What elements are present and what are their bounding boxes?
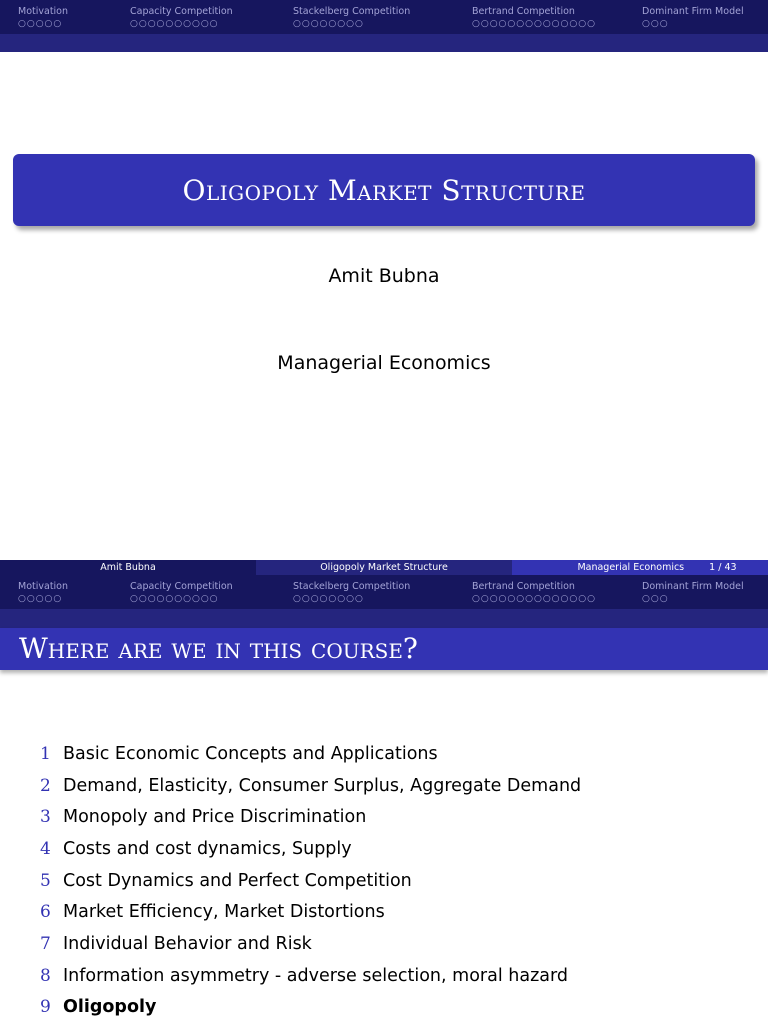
nav-section-bertrand-competition[interactable]: Bertrand Competition ○○○○○○○○○○○○○○ [472, 6, 596, 29]
nav-section-stackelberg-competition[interactable]: Stackelberg Competition ○○○○○○○○ [293, 581, 411, 604]
item-text: Costs and cost dynamics, Supply [63, 838, 352, 859]
item-number: 5 [40, 870, 51, 891]
list-item [40, 865, 581, 897]
nav-section-dominant-firm-model[interactable]: Dominant Firm Model ○○○ [642, 6, 744, 29]
list-item [40, 801, 581, 833]
footline-course: Managerial Economics [577, 562, 685, 573]
list-item [40, 833, 581, 865]
item-number: 1 [40, 743, 51, 764]
nav-section-motivation[interactable]: Motivation ○○○○○ [18, 6, 69, 29]
item-number: 9 [40, 997, 51, 1018]
item-text: Demand, Elasticity, Consumer Surplus, Aggregate Demand [63, 775, 582, 796]
nav-section-stackelberg-competition[interactable]: Stackelberg Competition ○○○○○○○○ [293, 6, 411, 29]
nav-section-progress-dots: ○○○ [642, 19, 669, 29]
list-item [40, 770, 581, 802]
nav-section-capacity-competition[interactable]: Capacity Competition ○○○○○○○○○○ [130, 581, 233, 604]
item-number: 8 [40, 965, 51, 986]
presentation-title: Oligopoly Market Structure [182, 174, 586, 207]
list-item [40, 960, 581, 992]
frame-title-bar [0, 628, 768, 670]
item-number: 3 [40, 807, 51, 828]
nav-section-progress-dots: ○○○ [642, 594, 669, 604]
title-box [13, 154, 755, 226]
author-name: Amit Bubna [328, 265, 440, 287]
footline [0, 560, 768, 575]
course-name: Managerial Economics [277, 352, 491, 374]
nav-section-progress-dots: ○○○○○○○○ [293, 19, 364, 29]
course-topics-list [40, 738, 581, 1023]
item-text: Monopoly and Price Discrimination [63, 807, 367, 828]
footline-title: Oligopoly Market Structure [256, 560, 512, 575]
item-text: Oligopoly [63, 997, 157, 1018]
nav-subbar [0, 34, 768, 52]
item-text: Basic Economic Concepts and Applications [63, 743, 438, 764]
page-number: 1 / 43 [709, 562, 737, 573]
footline-course-group [512, 560, 768, 575]
nav-section-progress-dots: ○○○○○ [18, 19, 63, 29]
item-text: Market Efficiency, Market Distortions [63, 902, 385, 923]
nav-section-progress-dots: ○○○○○ [18, 594, 63, 604]
item-number: 2 [40, 775, 51, 796]
item-text: Individual Behavior and Risk [63, 933, 312, 954]
list-item [40, 738, 581, 770]
nav-section-progress-dots: ○○○○○○○○○○ [130, 19, 219, 29]
item-number: 6 [40, 902, 51, 923]
nav-section-dominant-firm-model[interactable]: Dominant Firm Model ○○○ [642, 581, 744, 604]
list-item-current [40, 992, 581, 1024]
section-navigation [0, 0, 768, 34]
item-text: Cost Dynamics and Perfect Competition [63, 870, 412, 891]
nav-section-bertrand-competition[interactable]: Bertrand Competition ○○○○○○○○○○○○○○ [472, 581, 596, 604]
nav-section-capacity-competition[interactable]: Capacity Competition ○○○○○○○○○○ [130, 6, 233, 29]
list-item [40, 928, 581, 960]
nav-section-motivation[interactable]: Motivation ○○○○○ [18, 581, 69, 604]
nav-section-progress-dots: ○○○○○○○○○○ [130, 594, 219, 604]
list-item [40, 896, 581, 928]
item-text: Information asymmetry - adverse selection, moral hazard [63, 965, 568, 986]
nav-section-progress-dots: ○○○○○○○○○○○○○○ [472, 19, 596, 29]
section-navigation [0, 575, 768, 609]
nav-section-progress-dots: ○○○○○○○○○○○○○○ [472, 594, 596, 604]
nav-subbar [0, 609, 768, 628]
footline-author: Amit Bubna [0, 560, 256, 575]
item-number: 4 [40, 838, 51, 859]
nav-section-progress-dots: ○○○○○○○○ [293, 594, 364, 604]
item-number: 7 [40, 933, 51, 954]
frame-title: Where are we in this course? [19, 632, 418, 665]
